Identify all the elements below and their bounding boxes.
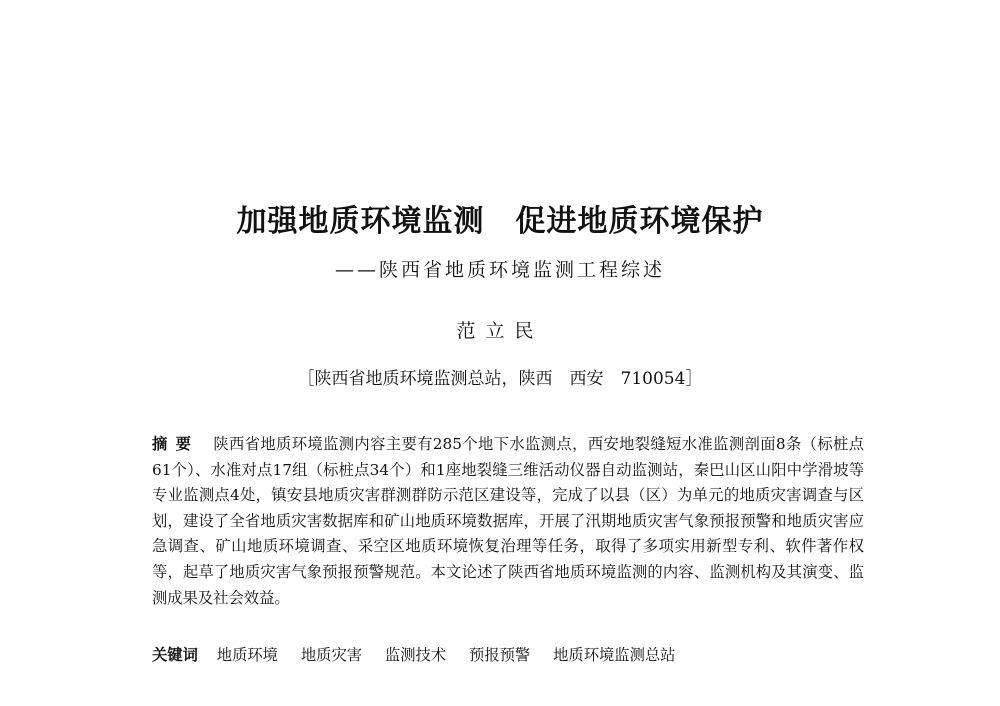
keyword-item: 地质环境监测总站 [553, 646, 676, 664]
abstract-label: 摘要 [152, 435, 200, 453]
keyword-item: 地质环境 [216, 646, 278, 664]
keyword-item: 地质灾害 [300, 646, 363, 664]
keyword-item: 监测技术 [384, 646, 447, 664]
paper-subtitle: ——陕西省地质环境监测工程综述 [334, 259, 665, 281]
author-affiliation: ［陕西省地质环境监测总站，陕西 西安 710054］ [297, 369, 703, 389]
keywords-label: 关键词 [152, 646, 198, 664]
keyword-item: 预报预警 [469, 646, 531, 664]
abstract-paragraph [152, 432, 864, 611]
paper-title: 加强地质环境监测 促进地质环境保护 [236, 204, 764, 239]
keywords-line [152, 643, 864, 668]
author-name: 范立民 [456, 320, 544, 342]
abstract-text: 陕西省地质环境监测内容主要有285个地下水监测点，西安地裂缝短水准监测剖面8条（标桩点61个）、水准对点17组（标桩点34个）和1座地裂缝三维活动仪器自动监测站，秦巴山区山阳中学滑坡等专业监测点4处，镇安县地质灾害群测群防示范区建设等，完成了以县（区）为单元的地质灾害调查与区划，建设了全省地质灾害数据库和矿山地质环境数据库，开展了汛期地质灾害气象预报预警和地质灾害应急调查、矿山地质环境调查、采空区地质环境恢复治理等任务，取得了多项实用新型专利、软件著作权等，起草了地质灾害气象预报预警规范。本文论述了陕西省地质环境监测的内容、监测机构及其演变、监测成果及社会效益。 [152, 435, 864, 607]
